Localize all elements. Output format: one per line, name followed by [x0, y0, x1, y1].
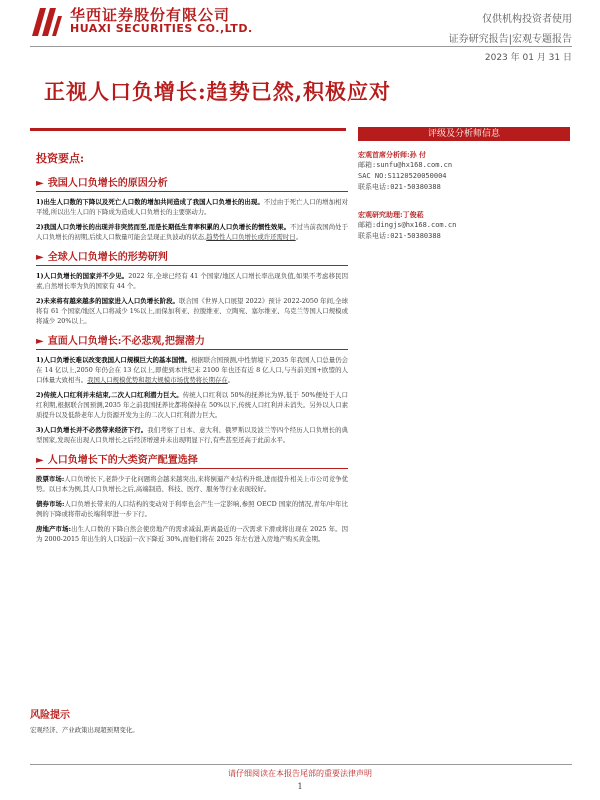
- analyst-panel-header: 评级及分析师信息: [358, 127, 570, 141]
- paragraph-tail: 。: [295, 233, 303, 241]
- footer-disclaimer: 请仔细阅读在本报告尾部的重要法律声明: [228, 769, 372, 778]
- analyst-role: 宏观研究助理:丁俊菘: [358, 210, 424, 219]
- report-title: 正视人口负增长:趋势已然,积极应对: [44, 79, 392, 104]
- paragraph-lead: 2)传统人口红利并未结束,二次人口红利潜力巨大。: [36, 391, 183, 399]
- section-arrow-icon: ►: [36, 336, 44, 347]
- page-number: 1: [297, 782, 303, 791]
- spacer: [358, 193, 570, 205]
- paragraph: [36, 197, 348, 217]
- section-title-text: 我国人口负增长的原因分析: [47, 178, 168, 189]
- key-points-title: 投资要点:: [36, 152, 85, 165]
- paragraph-body: 不过由于死亡人口的增加相对平缓,所以出生人口的下降成为造成人口负增长的主要驱动力。: [36, 198, 349, 216]
- company-name-en: HUAXI SECURITIES CO.,LTD.: [70, 22, 253, 35]
- section-title-text: 人口负增长下的大类资产配置选择: [47, 455, 198, 466]
- paragraph: [36, 390, 348, 420]
- header-divider: [30, 46, 572, 47]
- section-arrow-icon: ►: [36, 455, 44, 466]
- section-arrow-icon: ►: [36, 252, 44, 263]
- sections-container: [36, 174, 348, 544]
- company-name-cn: 华西证券股份有限公司: [70, 6, 231, 24]
- analyst-contact: 联系电话:021-50380388: [358, 183, 441, 191]
- paragraph-lead: 房地产市场:: [36, 525, 71, 533]
- footer-divider: [30, 764, 572, 765]
- paragraph: [36, 425, 348, 445]
- section-title: [36, 174, 348, 192]
- risk-title: 风险提示: [30, 710, 70, 721]
- paragraph-body: 出生人口数的下降自然会使房地产的需求减弱,距离最近的一次需求下滑或将出现在 2025 年。因为 2000-2015 年出生的人口较前一次下降近 30%,而他们将在 2025 年左右进入房地产购买黄金期。: [36, 525, 349, 543]
- paragraph-body: 人口负增长下,老龄少子化问题将会越来越突出,来将倒逼产业结构升级,进而提升相关上市公司竞争优势。以日本为例,其人口负增长之后,高端制造、科技、医疗、服务等行业表现较好。: [36, 475, 349, 493]
- paragraph-tail: 。: [227, 376, 235, 384]
- report-category: 证券研究报告|宏观专题报告: [448, 34, 572, 45]
- analyst-contact: SAC NO:S1120520050004: [358, 172, 447, 180]
- paragraph: [36, 355, 348, 385]
- paragraph-lead: 2)我国人口负增长的出现并非突然而至,而是长期低生育率积累的人口负增长的惯性效果。: [36, 223, 291, 231]
- paragraph: [36, 271, 348, 291]
- analyst-role: 宏观首席分析师:孙 付: [358, 150, 427, 159]
- paragraph-lead: 3)人口负增长并不必然带来经济下行。: [36, 426, 148, 434]
- paragraph-lead: 1)人口负增长的国家并不少见。: [36, 272, 129, 280]
- paragraph-lead: 1)出生人口数的下降以及死亡人口数的增加共同造成了我国人口负增长的出现。: [36, 198, 264, 206]
- paragraph-underlined: 我国人口规模优势和超大规模市场优势将长期存在: [87, 376, 228, 384]
- paragraph-lead: 股票市场:: [36, 475, 65, 483]
- main-content: [36, 150, 348, 549]
- paragraph-body: 根据联合国预测,中性情境下,2035 年我国人口总量仍会在 14 亿以上,2050 年仍会在 13 亿以上,即使到本世纪末 2100 年也还有近 8 亿人口,与当前美国+欧盟的人口体量大致相当。: [36, 356, 348, 384]
- risk-section: [30, 706, 572, 734]
- analyst-contact: 邮箱:dingjs@hx168.com.cn: [358, 221, 457, 229]
- section-title-text: 全球人口负增长的形势研判: [47, 252, 168, 263]
- paragraph-body: 人口负增长带来的人口结构的变动对于利率也会产生一定影响,参照 OECD 国家的情况,青年/中年比例的下降或将带动长端利率进一步下行。: [36, 500, 348, 518]
- report-date: 2023 年 01 月 31 日: [484, 53, 572, 63]
- paragraph-body: 联合国《世界人口展望 2022》预计 2022-2050 年间,全球将有 61 个国家/地区人口将减少 1%以上,而保加利亚、拉脱维亚、立陶宛、塞尔维亚、乌克兰等国人口规模或将减少 20%以上。: [36, 297, 348, 325]
- section-title: [36, 248, 348, 266]
- paragraph-underlined: 趋势性人口负增长或许还需时日: [206, 233, 296, 241]
- paragraph: [36, 222, 348, 242]
- paragraph-lead: 1)人口负增长难以改变我国人口规模巨大的基本国情。: [36, 356, 191, 364]
- analyst-contact: 联系电话:021-50380388: [358, 232, 441, 240]
- risk-text: 宏观经济、产业政策出现超预期变化。: [30, 726, 139, 734]
- section-title: [36, 451, 348, 469]
- paragraph-lead: 债券市场:: [36, 500, 65, 508]
- section-title-text: 直面人口负增长:不必悲观,把握潜力: [47, 336, 205, 347]
- paragraph-lead: 2)未来将有越来越多的国家进入人口负增长阶段。: [36, 297, 179, 305]
- section-arrow-icon: ►: [36, 178, 44, 189]
- paragraph: [36, 524, 348, 544]
- paragraph-body: 我们考察了日本、意大利、俄罗斯以及波兰等四个经历人口负增长的典型国家,发现在出现人口负增长之后经济增速并未出现明显下行,有些甚至还高于此前水平。: [36, 426, 348, 444]
- analyst-contact: 邮箱:sunfu@hx168.com.cn: [358, 161, 453, 169]
- paragraph: [36, 474, 348, 494]
- paragraph: [36, 499, 348, 519]
- paragraph-body: 2022 年,全球已经有 41 个国家/地区人口增长率出现负值,如果不考虑移民因素,自然增长率为负的国家有 44 个。: [36, 272, 348, 290]
- audience-note: 仅供机构投资者使用: [482, 14, 572, 25]
- paragraph-body: 传统人口红利以 50%的抚养比为界,低于 50%便处于人口红利期,根据联合国预测,2035 年之前我国抚养比都将保持在 50%以下,传统人口红利并未消失。另外以人口素质提升以及低龄老年人力资源开发为主的二次人口红利潜力巨大。: [36, 391, 348, 419]
- huaxi-logo-icon: [30, 6, 64, 38]
- page-header: [0, 0, 600, 63]
- analyst-panel: [358, 145, 570, 254]
- spacer: [358, 242, 570, 254]
- paragraph-body: 不过当前我国尚处于人口负增长的初期,后续人口数量可能会呈现正负波动的状态,: [36, 223, 348, 241]
- title-underline: [30, 128, 346, 131]
- paragraph: [36, 296, 348, 326]
- section-title: [36, 332, 348, 350]
